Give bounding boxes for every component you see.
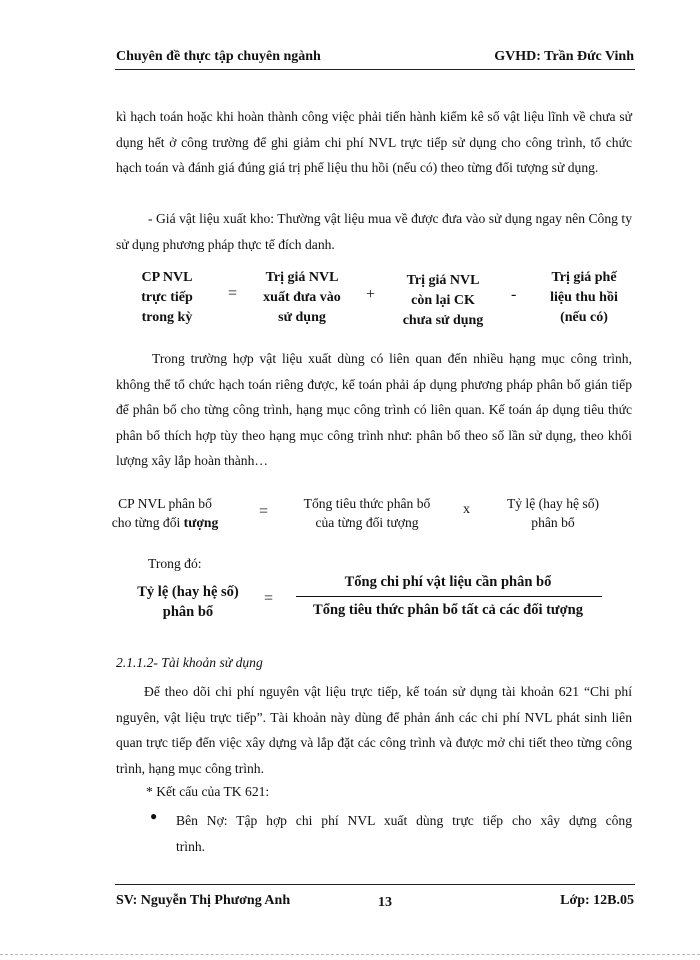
formula2-times: x <box>463 502 470 517</box>
paragraph-1: kì hạch toán hoặc khi hoàn thành công việc phải tiến hành kiểm kê số vật liệu lĩnh về chưa sử dụng hết ở công trường để ghi giảm chi phí NVL trực tiếp sử dụng cho công trình, tổ chức hạch toán và đánh giá đúng giá trị phế liệu thu hồi (nếu có) theo từng đối tượng sử dụng. <box>116 109 632 175</box>
footer-student: SV: Nguyễn Thị Phương Anh <box>116 893 291 908</box>
header-left: Chuyên đề thực tập chuyên ngành <box>116 49 321 64</box>
fraction-bar <box>296 596 602 597</box>
paragraph-2: - Giá vật liệu xuất kho: Thường vật liệu mua về được đưa vào sử dụng ngay nên Công ty sử dụng phương pháp thực tế đích danh. <box>116 211 632 252</box>
paragraph-4: Để theo dõi chi phí nguyên vật liệu trực tiếp, kế toán sử dụng tài khoản 621 “Chi phí nguyên, vật liệu trực tiếp”. Tài khoản này dùng để phản ánh các chi phí NVL phát sinh liên quan trực tiếp đến việc xây dựng và lắp đặt các công trình và được mở chi tiết theo từng công trình, hạng mục công trình. <box>116 684 632 776</box>
formula1-term4: Trị giá phế liệu thu hồi (nếu có) <box>550 270 618 325</box>
header-rule <box>115 69 635 70</box>
formula2-lhs: CP NVL phân bổ cho từng đối tượng <box>111 496 219 530</box>
formula1-term2: Trị giá NVL xuất đưa vào sử dụng <box>263 270 341 325</box>
section-heading: 2.1.1.2- Tài khoản sử dụng <box>116 655 263 670</box>
bullet-line-1: Bên Nợ: Tập hợp chi phí NVL xuất dùng trực tiếp cho xây dựng công <box>176 813 632 828</box>
formula1-term1: CP NVL trực tiếp trong kỳ <box>141 270 193 325</box>
formula3-equals: = <box>264 590 274 607</box>
formula2-rhs: Tỷ lệ (hay hệ số) phân bổ <box>506 496 600 530</box>
header-right: GVHD: Trần Đức Vinh <box>494 49 634 64</box>
where-label: Trong đó: <box>148 556 202 571</box>
footer-rule <box>115 884 635 885</box>
page-edge-divider <box>0 954 700 955</box>
formula3-numerator: Tổng chi phí vật liệu cần phân bổ <box>344 574 552 590</box>
footer-class: Lớp: 12B.05 <box>560 893 634 908</box>
formula1-plus: + <box>366 286 376 303</box>
page-number: 13 <box>378 895 392 910</box>
structure-label: * Kết cấu của TK 621: <box>146 784 270 799</box>
formula3-denominator: Tổng tiêu thức phân bổ tất cả các đối tượng <box>313 602 583 618</box>
formula2-mid: Tổng tiêu thức phân bổ của từng đối tượng <box>303 496 431 530</box>
formula3-lhs: Tỷ lệ (hay hệ số) phân bổ <box>137 584 239 620</box>
paragraph-3: Trong trường hợp vật liệu xuất dùng có liên quan đến nhiều hạng mục công trình, không thể tổ chức hạch toán riêng được, kế toán phải áp dụng phương pháp phân bổ gián tiếp để phân bổ cho từng công trình, hạng mục công trình có liên quan. Kế toán áp dụng tiêu thức phân bổ thích hợp tùy theo hạng mục công trình như: phân bổ theo số lần sử dụng, theo khối lượng xây lắp hoàn thành… <box>116 351 632 468</box>
formula2-equals: = <box>259 503 269 520</box>
formula1-minus: - <box>511 286 517 303</box>
formula1-equals: = <box>228 285 238 302</box>
bullet-dot-icon: ● <box>150 809 158 823</box>
bullet-line-2: trình. <box>176 839 206 854</box>
formula1-term3: Trị giá NVL còn lại CK chưa sử dụng <box>402 273 484 328</box>
